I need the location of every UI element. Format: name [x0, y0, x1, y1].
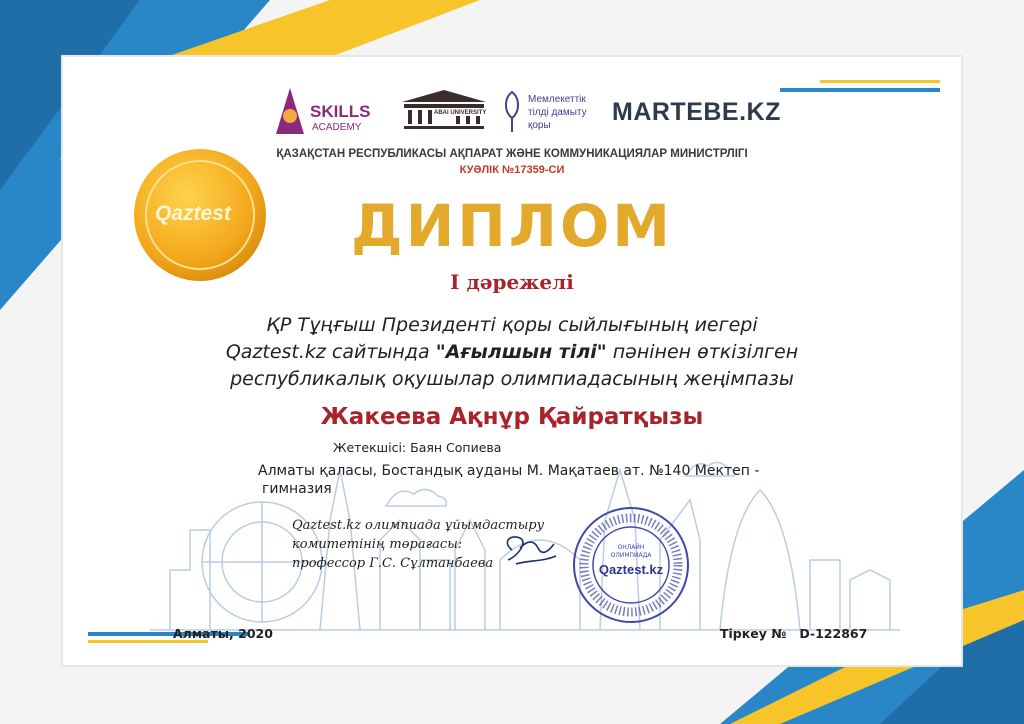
language-fund-line3: қоры	[528, 120, 551, 131]
body-line-2-post: пәнінен өткізілген	[606, 341, 799, 363]
city-year: Алматы, 2020	[173, 626, 273, 641]
winner-name: Жакеева Ақнұр Қайратқызы	[320, 404, 704, 430]
school-line-1: Алматы қаласы, Бостандық ауданы М. Мақатаев ат. №140 Мектеп -	[258, 463, 760, 479]
body-line-2-pre: Qaztest.kz сайтында	[225, 341, 436, 363]
top-right-blue-line	[780, 88, 940, 92]
medal-text: Qaztest	[155, 202, 231, 225]
body-line-3: республикалық оқушылар олимпиадасының жеңімпазы	[230, 368, 794, 390]
top-right-yellow-line	[820, 80, 940, 83]
abai-university-logo	[398, 88, 490, 134]
signature-line-1: Qaztest.kz олимпиада ұйымдастыру	[292, 518, 545, 533]
school-line-2: гимназия	[262, 481, 332, 497]
abai-logo-text: ABAI UNIVERSITY	[434, 110, 487, 116]
martebe-logo: MARTEBE.KZ	[612, 98, 781, 126]
body-line-2	[0, 341, 1024, 363]
signature-line-2: комитетінің төрағасы:	[292, 537, 463, 552]
language-fund-line1: Мемлекеттік	[528, 94, 586, 105]
diploma-degree: I дәрежелі	[450, 270, 574, 294]
stamp-small-2: ОЛИМПИАДА	[610, 552, 652, 559]
language-fund-emblem-icon	[500, 88, 524, 134]
certificate-number: КУӘЛІК №17359-СИ	[459, 164, 565, 176]
handwritten-signature	[498, 530, 562, 578]
signature-line-3: профессор Г.С. Сұлтанбаева	[292, 556, 494, 571]
stamp-main: Qaztest.kz	[598, 562, 664, 577]
skills-academy-logo	[272, 86, 382, 138]
supervisor: Жетекшісі: Баян Сопиева	[333, 440, 502, 455]
skills-logo-top: SKILLS	[310, 102, 371, 121]
official-stamp	[572, 506, 690, 624]
diploma-title: ДИПЛОМ	[351, 192, 673, 260]
skills-academy-emblem-icon	[272, 86, 308, 136]
language-fund-line2: тілді дамыту	[528, 107, 587, 118]
language-fund-logo	[500, 88, 606, 138]
subject-name: "Ағылшын тілі"	[435, 341, 607, 363]
registration-number: Тіркеу № D-122867	[720, 626, 868, 641]
ministry-heading: ҚАЗАҚСТАН РЕСПУБЛИКАСЫ АҚПАРАТ ЖӘНЕ КОММУНИКАЦИЯЛАР МИНИСТРЛІГІ	[276, 148, 748, 160]
stamp-small-1: ОНЛАЙН	[617, 544, 645, 551]
body-line-1: ҚР Тұңғыш Президенті қоры сыйлығының иегері	[266, 314, 758, 336]
skills-logo-bottom: ACADEMY	[312, 122, 362, 133]
